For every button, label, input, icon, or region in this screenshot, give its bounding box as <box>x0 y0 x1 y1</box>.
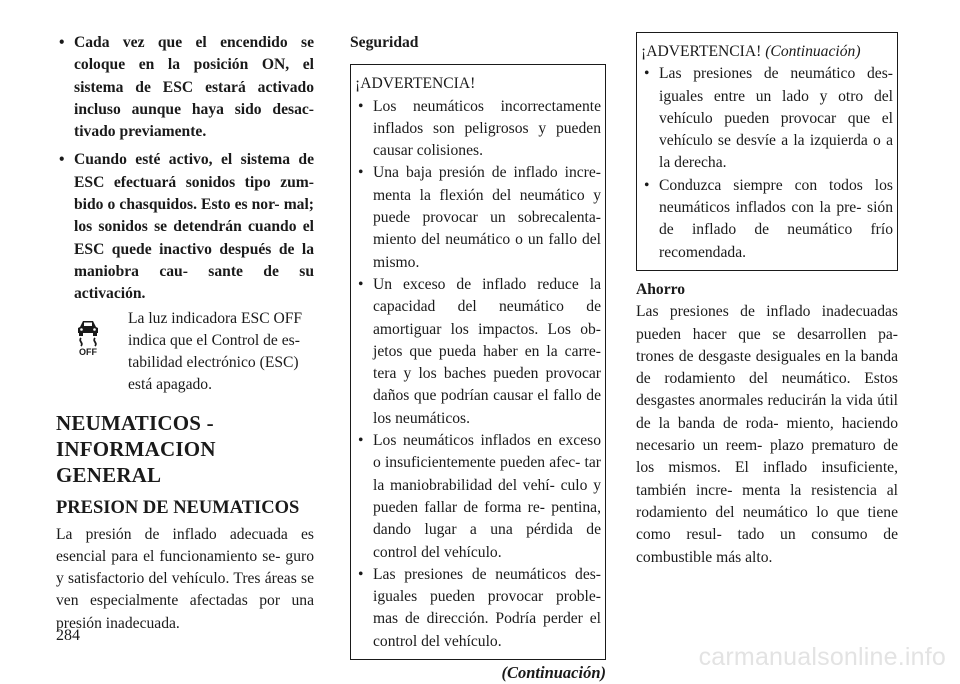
list-item: • Cada vez que el encendido se coloque en la posición ON, el sistema de ESC estará activado incluso aunque haya sido desac- tivado previamente. <box>56 32 314 143</box>
esc-off-label: OFF <box>79 346 97 356</box>
continued-label: (Continuación) <box>501 663 606 683</box>
esc-off-description: La luz indicadora ESC OFF indica que el Control de es- tabilidad electrónico (ESC) está apagado. <box>128 309 303 394</box>
watermark: carmanualsonline.info <box>698 643 946 671</box>
esc-off-indicator <box>56 308 314 402</box>
warning-list <box>641 63 893 264</box>
list-item: • Las presiones de neumático des- iguales entre un lado y otro del vehículo pueden provocar que el vehículo se desvíe a la izquierda o a la derecha. <box>641 63 893 174</box>
warning-continued-label: (Continuación) <box>765 43 861 60</box>
list-item: • Un exceso de inflado reduce la capacidad del neumático de amortiguar los impactos. Los ob- jetos que pueda haber en la carre- tera y los baches pueden provocar daños que podrían causar el fallo de los neumáticos. <box>355 274 601 430</box>
section-heading: NEUMATICOS - INFORMACION GENERAL <box>56 410 216 487</box>
list-item: • Los neumáticos incorrectamente inflados son peligrosos y pueden causar colisiones. <box>355 96 601 163</box>
list-item: • Cuando esté activo, el sistema de ESC efectuará sonidos tipo zum- bido o chasquidos. Esto es nor- mal; los sonidos se detendrán cuando el ESC quede inactivo después de la maniobra cau- sante de su activación. <box>56 149 314 305</box>
page-number: 284 <box>56 627 80 644</box>
subsection-heading: PRESION DE NEUMATICOS <box>56 497 300 518</box>
warning-header <box>641 41 893 63</box>
list-item: • Una baja presión de inflado incre- menta la flexión del neumático y puede provocar un sobrecalenta- miento del neumático o un fallo del mismo. <box>355 162 601 273</box>
list-item: • Conduzca siempre con todos los neumáticos inflados con la pre- sión de inflado de neumático frío recomendada. <box>641 175 893 264</box>
warning-list <box>355 96 601 653</box>
warning-title: ¡ADVERTENCIA! <box>355 75 476 93</box>
paragraph: La presión de inflado adecuada es esencial para el funcionamiento se- guro y satisfactorio del vehículo. Tres áreas se ven especialmente afectadas por una presión inadecuada. <box>56 525 314 632</box>
column-left <box>56 32 314 635</box>
section-title: Ahorro <box>636 280 686 298</box>
warning-box-continued <box>636 32 898 271</box>
warning-title: ¡ADVERTENCIA! <box>641 43 762 60</box>
esc-notes-list <box>56 32 314 306</box>
warning-box <box>350 64 606 660</box>
list-item: • Las presiones de neumáticos des- iguales pueden provocar proble- mas de dirección. Podría perder el control del vehículo. <box>355 564 601 653</box>
list-item: • Los neumáticos inflados en exceso o insuficientemente pueden afec- tar la maniobrabilidad del vehí- culo y pueden fallar de forma re- pentina, dando lugar a una pérdida de control del vehículo. <box>355 430 601 564</box>
column-middle <box>350 32 606 684</box>
section-title: Seguridad <box>350 34 419 51</box>
column-right <box>636 32 898 569</box>
paragraph: Las presiones de inflado inadecuadas pueden hacer que se desarrollen pa- trones de desgaste desiguales en la banda de rodamiento del neumático. Estos desgastes anormales reducirán la vida útil de la banda de roda- miento, haciendo necesario un reem- plazo prematuro de los mismos. El inflado insuficiente, también incre- menta la resistencia al rodamiento del neumático lo que tiene como resul- tado un consumo de combustible más alto. <box>636 303 898 566</box>
esc-off-car-skid-icon <box>74 318 102 356</box>
